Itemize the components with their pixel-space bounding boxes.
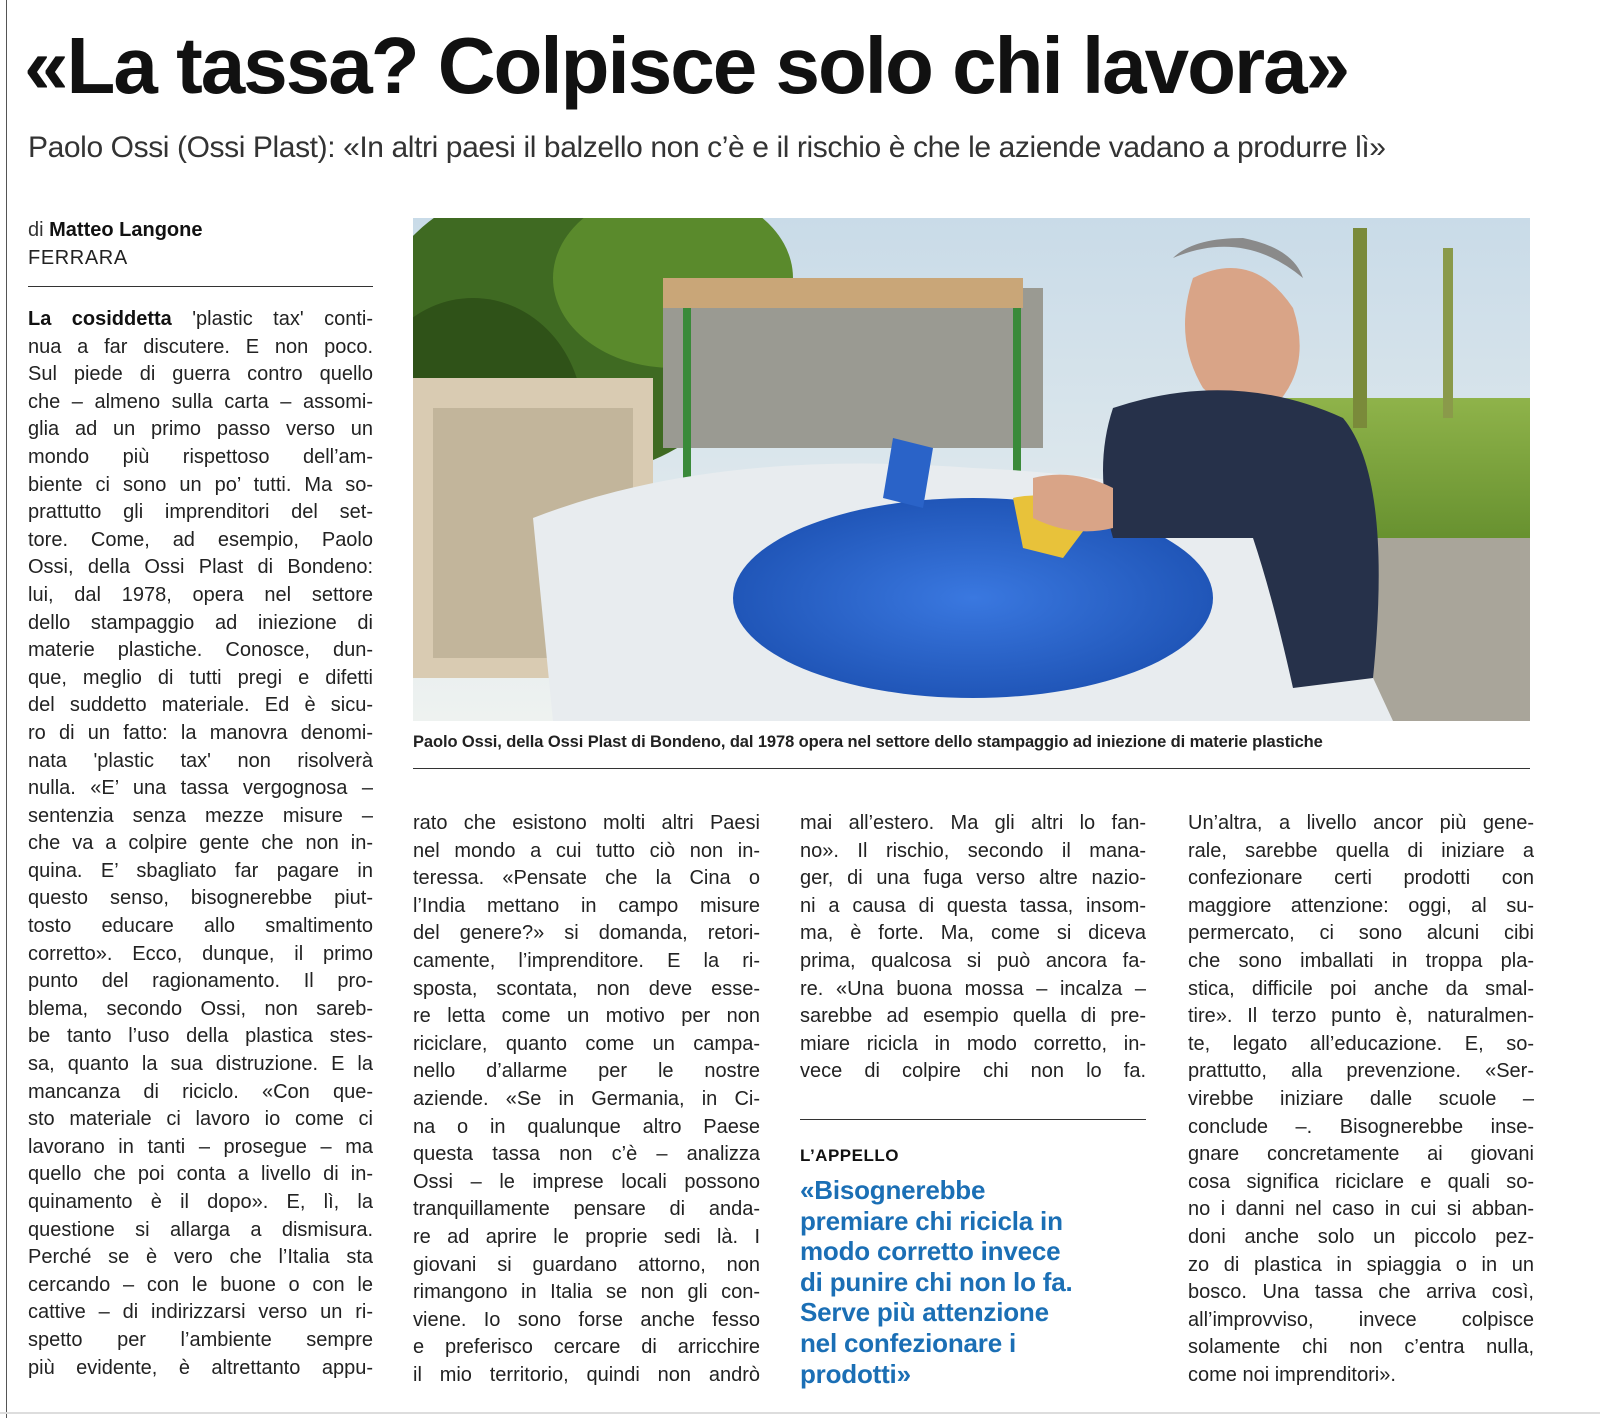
column-2-line: re ad aprire le proprie sedi là. I — [413, 1225, 760, 1248]
column-2-line: tranquillamente pensare di anda- — [413, 1198, 760, 1221]
column-2-line: viene. Io sono forse anche fesso — [413, 1308, 760, 1331]
column-4-line: solamente chi non c’entra nulla, — [1188, 1336, 1534, 1359]
column-1-line: quina. E’ sbagliato far pagare in — [28, 859, 373, 882]
column-4-line: te, legato all’educazione. E, so- — [1188, 1032, 1534, 1055]
column-4-line: Un’altra, a livello ancor più gene- — [1188, 812, 1534, 834]
pullquote-line: premiare chi ricicla in — [800, 1205, 1063, 1236]
pullquote — [800, 1175, 1150, 1389]
lead-in: La cosiddetta — [28, 308, 172, 330]
column-1-line: nua a far discutere. E non poco. — [28, 335, 373, 358]
column-1-line: che – almeno sulla carta – assomi- — [28, 390, 373, 413]
pullquote-line: modo corretto invece — [800, 1236, 1061, 1267]
column-2-line: giovani si guardano attorno, non — [413, 1253, 760, 1276]
article-column-1 — [28, 306, 373, 1382]
column-2-line: nel mondo a cui tutto ciò non in- — [413, 839, 760, 862]
column-1-line: Perché se è vero che l’Italia sta — [28, 1246, 373, 1269]
column-1-line: quello che poi conta a livello di in- — [28, 1163, 373, 1186]
column-4-line: tire». Il terzo punto è, naturalmen- — [1188, 1005, 1534, 1028]
column-4-line: cosa significa riciclare e quali so- — [1188, 1170, 1534, 1193]
headline: «La tassa? Colpisce solo chi lavora» — [24, 21, 1349, 110]
column-4-line: come noi imprenditori». — [1188, 1363, 1396, 1386]
column-1-line: lui, dal 1978, opera nel settore — [28, 583, 373, 606]
pullquote-divider — [800, 1119, 1146, 1120]
column-1-line-0: La cosiddetta 'plastic tax' conti- — [28, 308, 373, 330]
column-2-line: rato che esistono molti altri Paesi — [413, 812, 760, 834]
column-2-line: rimangono in Italia se non gli con- — [413, 1281, 760, 1304]
column-4-line: zo di plastica in spiaggia o in un — [1188, 1253, 1534, 1276]
left-margin-rule — [6, 0, 7, 1418]
column-1-line: nata 'plastic tax' non risolverà — [28, 749, 373, 772]
column-2-line: e preferisco cercare di arricchire — [413, 1336, 760, 1359]
column-1-line: cercando – con le buone o con le — [28, 1273, 373, 1296]
pullquote-line: prodotti» — [800, 1358, 911, 1389]
column-1-line: mancanza di riciclo. «Con que- — [28, 1080, 373, 1103]
byline-divider — [28, 286, 373, 287]
column-1-line: sto materiale ci lavoro io come ci — [28, 1108, 373, 1131]
column-4-line: no i danni nel caso in cui si abban- — [1188, 1198, 1534, 1221]
column-4-line: all’improvviso, invece colpisce — [1188, 1308, 1534, 1331]
column-1-line: che va a colpire gente che non in- — [28, 832, 373, 855]
column-2-line: aziende. «Se in Germania, in Ci- — [413, 1087, 760, 1110]
byline-location: FERRARA — [28, 247, 128, 269]
pullquote-line: nel confezionare i — [800, 1327, 1017, 1358]
page-bottom-edge — [0, 1412, 1600, 1414]
column-3-line: vece di colpire chi non lo fa. — [800, 1060, 1146, 1083]
column-3-line: prima, qualcosa si può ancora fa- — [800, 949, 1146, 972]
pullquote-line: «Bisognerebbe — [800, 1175, 986, 1205]
column-1-line: blema, secondo Ossi, non sareb- — [28, 997, 373, 1020]
photo-caption: Paolo Ossi, della Ossi Plast di Bondeno, dal 1978 opera nel settore dello stampaggio ad iniezione di materie plastiche — [413, 733, 1323, 751]
column-1-line: più evidente, è altrettanto appu- — [28, 1356, 373, 1379]
column-1-line: sentenzia senza mezze misure – — [28, 804, 373, 827]
column-1-line: spetto per l’ambiente sempre — [28, 1328, 373, 1351]
caption-divider — [413, 768, 1530, 769]
byline — [28, 216, 368, 272]
column-1-line: Sul piede di guerra contro quello — [28, 363, 373, 386]
column-2-line: na o in qualunque altro Paese — [413, 1115, 760, 1138]
column-2-line: re letta come un motivo per non — [413, 1005, 760, 1028]
column-1-line: cattive – di indirizzarsi verso un ri- — [28, 1301, 373, 1324]
pullquote-line: Serve più attenzione — [800, 1297, 1049, 1328]
column-3-line: ni a causa di questa tassa, insom- — [800, 894, 1146, 917]
column-1-line: tosto educare allo smaltimento — [28, 915, 373, 938]
article-column-4 — [1188, 810, 1534, 1389]
pullquote-label: L’APPELLO — [800, 1146, 899, 1165]
column-4-line: gnare concretamente ai giovani — [1188, 1143, 1534, 1166]
column-2-line: Ossi – le imprese locali possono — [413, 1170, 760, 1193]
column-1-line: materie plastiche. Conosce, dun- — [28, 639, 373, 662]
column-1-line: quinamento è il dopo». E, lì, la — [28, 1191, 373, 1213]
column-3-line: ma, è forte. Ma, come si diceva — [800, 922, 1146, 945]
article-column-3 — [800, 810, 1146, 1086]
byline-author: Matteo Langone — [49, 219, 203, 241]
column-1-line: que, meglio di tutti pregi e difetti — [28, 666, 373, 689]
column-4-line: prattutto, alla prevenzione. «Ser- — [1188, 1060, 1534, 1083]
column-4-line: rale, sarebbe quella di iniziare a — [1188, 839, 1534, 862]
column-1-line: tore. Come, ad esempio, Paolo — [28, 528, 373, 551]
column-2-line: camente, l’imprenditore. E la ri- — [413, 949, 760, 972]
column-4-line: che sono imballati in troppa pla- — [1188, 949, 1534, 972]
column-3-line: ger, di una fuga verso altre nazio- — [800, 867, 1146, 890]
column-1-line: nulla. «E’ una tassa vergognosa – — [28, 777, 373, 800]
column-1-line: lavorano in tanti – prosegue – ma — [28, 1135, 373, 1158]
column-2-line: teressa. «Pensate che la Cina o — [413, 867, 760, 890]
column-4-line: conclude –. Bisognerebbe inse- — [1188, 1115, 1534, 1138]
column-1-line: Ossi, della Ossi Plast di Bondeno: — [28, 556, 373, 579]
column-4-line: maggiore attenzione: oggi, al su- — [1188, 894, 1534, 917]
column-1-line: be tanto l’uso della plastica stes- — [28, 1025, 373, 1048]
subheadline: Paolo Ossi (Ossi Plast): «In altri paesi il balzello non c’è e il rischio è che le aziende vadano a produrre lì» — [28, 131, 1386, 164]
article-column-2 — [413, 810, 760, 1389]
column-3-line: sarebbe ad esempio quella di pre- — [800, 1005, 1146, 1028]
column-3-line: miare ricicla in modo corretto, in- — [800, 1032, 1146, 1055]
column-2-line: del genere?» si domanda, retori- — [413, 922, 760, 945]
column-1-line: biente ci sono un po’ tutti. Ma so- — [28, 473, 373, 496]
column-1-line: ro di un fatto: la manovra denomi- — [28, 721, 373, 744]
column-1-line: questione si allarga a dismisura. — [28, 1218, 373, 1241]
column-2-line: nello d’allarme per le nostre — [413, 1060, 760, 1083]
column-1-line: questo senso, bisognerebbe piut- — [28, 887, 373, 910]
column-3-line: mai all’estero. Ma gli altri lo fan- — [800, 812, 1146, 834]
column-4-line: stica, difficile poi anche da smal- — [1188, 977, 1534, 1000]
column-1-line: glia ad un primo passo verso un — [28, 418, 373, 441]
article-photo — [413, 218, 1530, 721]
column-1-line: dello stampaggio ad iniezione di — [28, 611, 373, 634]
column-3-line: no». Il rischio, secondo il mana- — [800, 839, 1146, 862]
column-1-line: del suddetto materiale. Ed è sicu- — [28, 694, 373, 717]
pullquote-line: di punire chi non lo fa. — [800, 1266, 1073, 1297]
column-2-line: il mio territorio, quindi non andrò — [413, 1363, 760, 1386]
column-4-line: doni anche solo un piccolo pez- — [1188, 1225, 1534, 1248]
column-4-line: confezionare certi prodotti con — [1188, 867, 1534, 890]
column-4-line: bosco. Una tassa che arriva così, — [1188, 1281, 1534, 1304]
column-1-line: mondo più rispettoso dell’am- — [28, 445, 373, 468]
column-3-line: re. «Una buona mossa – incalza – — [800, 977, 1146, 1000]
column-1-line: corretto». Ecco, dunque, il primo — [28, 942, 373, 965]
column-2-line: questa tassa non c’è – analizza — [413, 1143, 760, 1166]
column-1-line: sa, quanto la sua distruzione. E la — [28, 1053, 373, 1076]
column-2-line: sposta, scontata, non deve esse- — [413, 977, 760, 1000]
column-1-line: prattutto gli imprenditori del set- — [28, 501, 373, 524]
column-4-line: permercato, ci sono alcuni cibi — [1188, 922, 1534, 945]
column-2-line: riciclare, quanto come un campa- — [413, 1032, 760, 1055]
column-4-line: virebbe iniziare dalle scuole – — [1188, 1087, 1534, 1110]
byline-prefix: di — [28, 219, 44, 241]
column-1-line: punto del ragionamento. Il pro- — [28, 970, 373, 993]
column-2-line: l’India mettano in campo misure — [413, 894, 760, 917]
